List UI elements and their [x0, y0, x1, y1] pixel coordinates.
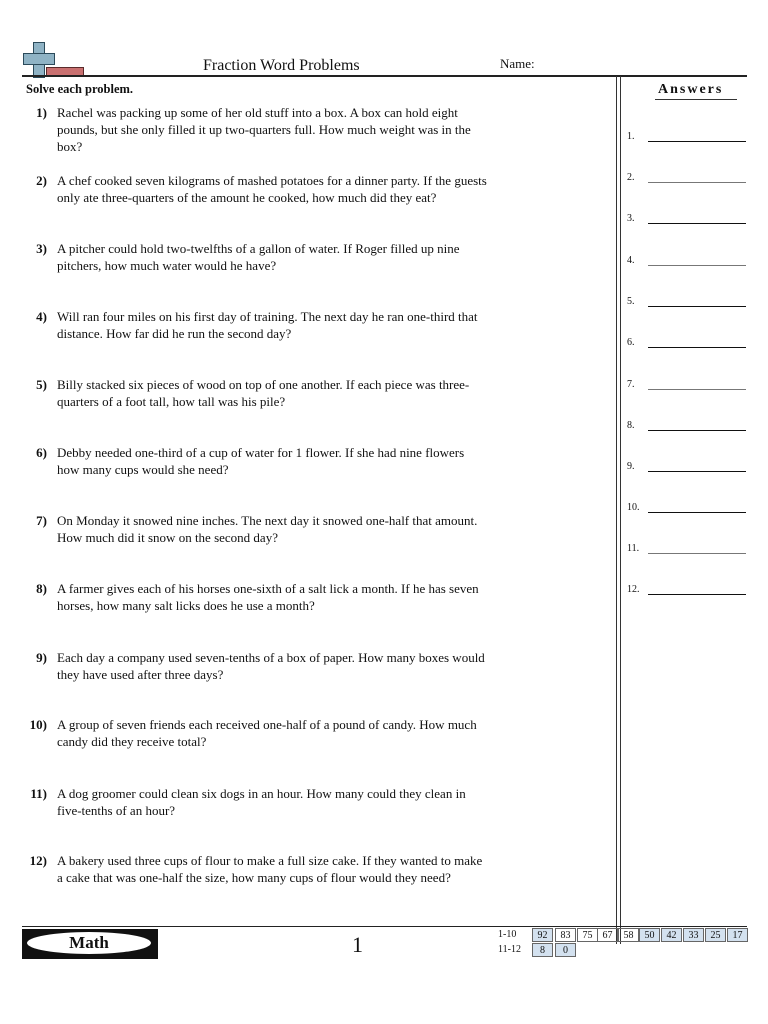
problem-number: 3)	[36, 241, 47, 256]
score-cell: 17	[727, 928, 748, 942]
answer-row-8	[627, 415, 749, 433]
answer-row-4	[627, 250, 749, 268]
subject-badge	[22, 929, 158, 959]
answer-number: 6.	[627, 337, 635, 348]
score-cell: 42	[661, 928, 682, 942]
answer-number: 12.	[627, 584, 640, 595]
answer-number: 1.	[627, 131, 635, 142]
problem-number: 1)	[36, 105, 47, 120]
answer-number: 8.	[627, 420, 635, 431]
answer-row-10	[627, 497, 749, 515]
answer-line[interactable]	[648, 141, 746, 142]
score-cell: 92	[532, 928, 553, 942]
score-cell: 50	[639, 928, 660, 942]
page-title: Fraction Word Problems	[203, 57, 360, 74]
problem-text: A dog groomer could clean six dogs in an hour. How many could they clean in five-tenths of an hour?	[57, 786, 466, 818]
subject-label: Math	[27, 932, 151, 954]
problem-text: Will ran four miles on his first day of training. The next day he ran one-third that distance. How far did he run the second day?	[57, 309, 478, 341]
answer-line[interactable]	[648, 512, 746, 513]
score-cell: 8	[532, 943, 553, 957]
problem-number: 2)	[36, 173, 47, 188]
score-cell: 25	[705, 928, 726, 942]
answer-line[interactable]	[648, 306, 746, 307]
score-cell: 75	[577, 928, 598, 942]
instructions: Solve each problem.	[26, 82, 134, 96]
answer-line[interactable]	[648, 265, 746, 266]
problem-number: 5)	[36, 377, 47, 392]
answer-number: 5.	[627, 296, 635, 307]
answer-number: 11.	[627, 543, 640, 554]
answer-number: 3.	[627, 213, 635, 224]
problem-number: 11)	[30, 786, 47, 801]
problem-text: A pitcher could hold two-twelfths of a gallon of water. If Roger filled up nine pitchers, how much water would he have?	[57, 241, 460, 273]
answer-row-5	[627, 291, 749, 309]
answer-line[interactable]	[648, 430, 746, 431]
answer-row-1	[627, 126, 749, 144]
score-cell: 0	[555, 943, 576, 957]
answers-divider-right	[620, 76, 621, 944]
answer-line[interactable]	[648, 553, 746, 554]
score-cell: 58	[618, 928, 639, 942]
score-row-label: 1-10	[498, 929, 517, 940]
name-label: Name:	[500, 56, 535, 71]
answer-number: 2.	[627, 172, 635, 183]
problem-text: A bakery used three cups of flour to make a full size cake. If they wanted to make a cake that was one-half the size, how many cups of flour would they need?	[57, 853, 483, 885]
answer-number: 10.	[627, 502, 640, 513]
answer-line[interactable]	[648, 594, 746, 595]
problem-text: Rachel was packing up some of her old stuff into a box. A box can hold eight pounds, but she only filled it up two-quarters full. How much weight was in the box?	[57, 105, 471, 154]
answers-divider-left	[616, 76, 617, 944]
plus-sign-horizontal	[23, 53, 55, 65]
page-number: 1	[352, 932, 363, 957]
math-logo-icon	[20, 40, 86, 80]
score-cell: 67	[597, 928, 618, 942]
problem-text: A farmer gives each of his horses one-sixth of a salt lick a month. If he has seven horses, how many salt licks does he use a month?	[57, 581, 479, 613]
problem-text: Each day a company used seven-tenths of a box of paper. How many boxes would they have used after three days?	[57, 650, 485, 682]
answer-number: 7.	[627, 379, 635, 390]
answer-line[interactable]	[648, 223, 746, 224]
footer-divider	[22, 926, 747, 927]
answer-row-3	[627, 208, 749, 226]
problem-text: A group of seven friends each received one-half of a pound of candy. How much candy did they receive total?	[57, 717, 477, 749]
problem-text: A chef cooked seven kilograms of mashed potatoes for a dinner party. If the guests only ate three-quarters of the amount he cooked, how much did they eat?	[57, 173, 487, 205]
score-cell: 33	[683, 928, 704, 942]
problem-number: 7)	[36, 513, 47, 528]
problem-text: On Monday it snowed nine inches. The next day it snowed one-half that amount. How much did it snow on the second day?	[57, 513, 478, 545]
answer-row-12	[627, 579, 749, 597]
answer-row-6	[627, 332, 749, 350]
problem-number: 9)	[36, 650, 47, 665]
answer-row-7	[627, 374, 749, 392]
answer-row-2	[627, 167, 749, 185]
answer-number: 9.	[627, 461, 635, 472]
answer-line[interactable]	[648, 471, 746, 472]
score-row-label: 11-12	[498, 944, 521, 955]
answers-title: Answers	[658, 82, 724, 97]
answer-line[interactable]	[648, 347, 746, 348]
answer-line[interactable]	[648, 182, 746, 183]
answers-title-underline	[655, 99, 737, 100]
answer-line[interactable]	[648, 389, 746, 390]
answer-row-9	[627, 456, 749, 474]
answer-row-11	[627, 538, 749, 556]
problem-number: 6)	[36, 445, 47, 460]
problem-text: Billy stacked six pieces of wood on top of one another. If each piece was three-quarters of a foot tall, how tall was his pile?	[57, 377, 470, 409]
problem-number: 12)	[29, 853, 47, 868]
problem-text: Debby needed one-third of a cup of water for 1 flower. If she had nine flowers how many cups would she need?	[57, 445, 465, 477]
problem-number: 10)	[29, 717, 47, 732]
problem-number: 8)	[36, 581, 47, 596]
score-cell: 83	[555, 928, 576, 942]
problem-number: 4)	[36, 309, 47, 324]
answer-number: 4.	[627, 255, 635, 266]
header-divider	[22, 75, 747, 77]
